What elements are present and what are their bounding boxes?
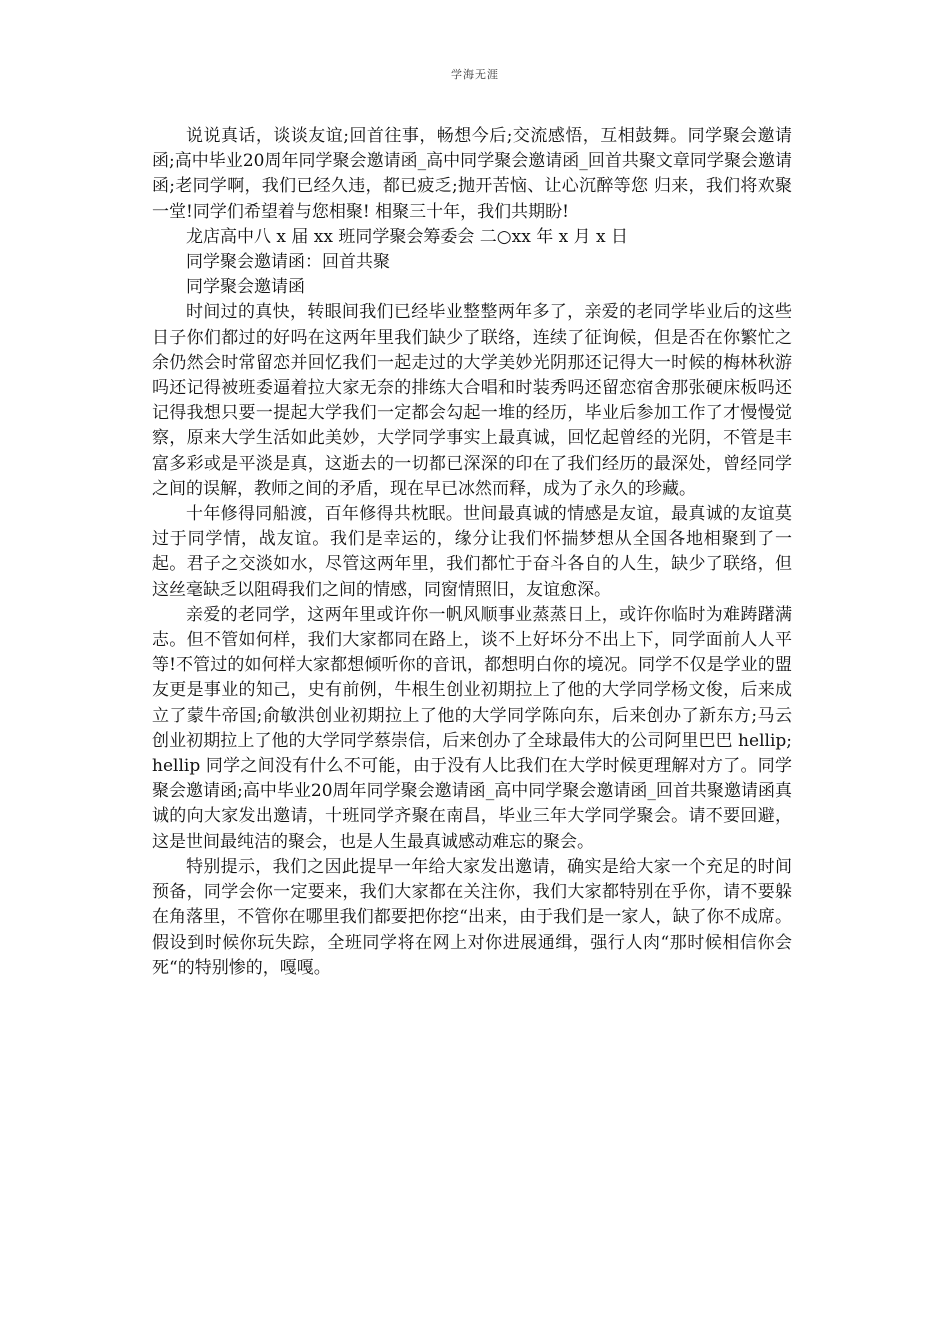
signature-line: 龙店高中八 x 届 xx 班同学聚会筹委会 二○xx 年 x 月 x 日 bbox=[186, 226, 628, 247]
paragraph-body: 特别提示，我们之因此提早一年给大家发出邀请，确实是给大家一个充足的时间预备，同学会你一定要来，我们大家都在关注你，我们大家都特别在乎你，请不要躲在角落里，不管你在哪里我们都要把你挖“出来，由于我们是一家人，缺了你不成席。假设到时候你玩失踪，全班同学将在网上对你进展通缉，强行人肉“那时候相信你会死“的特别惨的，嘎嘎。 bbox=[152, 856, 792, 978]
paragraph-body: 亲爱的老同学，这两年里或许你一帆风顺事业蒸蒸日上，或许你临时为难踌躇满志。但不管如何样，我们大家都同在路上，谈不上好坏分不出上下，同学面前人人平等!不管过的如何样大家都想倾听你的音讯，都想明白你的境况。同学不仅是学业的盟友更是事业的知己，史有前例，牛根生创业初期拉上了他的大学同学杨文俊，后来成立了蒙牛帝国;俞敏洪创业初期拉上了他的大学同学陈向东，后来创办了新东方;马云创业初期拉上了他的大学同学蔡崇信，后来创办了全球最伟大的公司阿里巴巴 hellip;hellip 同学之间没有什么不可能，由于没有人比我们在大学时候更理解对方了。同学聚会邀请函;高中毕业20周年同学聚会邀请函_高中同学聚会邀请函_回首共聚邀请函真诚的向大家发出邀请，十班同学齐聚在南昌，毕业三年大学同学聚会。请不要回避，这是世间最纯洁的聚会，也是人生最真诚感动难忘的聚会。 bbox=[152, 604, 792, 852]
page-header: 学海无涯 bbox=[451, 68, 499, 81]
document-body bbox=[152, 124, 792, 981]
paragraph-body: 十年修得同船渡，百年修得共枕眠。世间最真诚的情感是友谊，最真诚的友谊莫过于同学情，战友谊。我们是幸运的，缘分让我们怀揣梦想从全国各地相聚到了一起。君子之交淡如水，尽管这两年里，我们都忙于奋斗各自的人生，缺少了联络，但这丝毫缺乏以阻碍我们之间的情感，同窗情照旧，友谊愈深。 bbox=[152, 504, 792, 600]
paragraph-opening: 说说真话，谈谈友谊;回首往事，畅想今后;交流感悟，互相鼓舞。同学聚会邀请函;高中毕业20周年同学聚会邀请函_高中同学聚会邀请函_回首共聚文章同学聚会邀请函;老同学啊，我们已经久违，都已疲乏;抛开苦恼、让心沉醉等您 归来，我们将欢聚一堂!同学们希望着与您相聚! 相聚三十年，我们共期盼! bbox=[152, 126, 792, 222]
paragraph-body: 时间过的真快，转眼间我们已经毕业整整两年多了，亲爱的老同学毕业后的这些日子你们都过的好吗在这两年里我们缺少了联络，连续了征询候，但是否在你繁忙之余仍然会时常留恋并回忆我们一起走过的大学美妙光阴那还记得大一时候的梅林秋游吗还记得被班委逼着拉大家无奈的排练大合唱和时装秀吗还留恋宿舍那张硬床板吗还记得我想只要一提起大学我们一定都会勾起一堆的经历，毕业后参加工作了才慢慢觉察，原来大学生活如此美妙，大学同学事实上最真诚，回忆起曾经的光阴，不管是丰富多彩或是平淡是真，这逝去的一切都已深深的印在了我们经历的最深处，曾经同学之间的误解，教师之间的矛盾，现在早已冰然而释，成为了永久的珍藏。 bbox=[152, 302, 792, 499]
letter-title: 同学聚会邀请函 bbox=[186, 277, 305, 298]
section-title: 同学聚会邀请函：回首共聚 bbox=[186, 252, 390, 273]
